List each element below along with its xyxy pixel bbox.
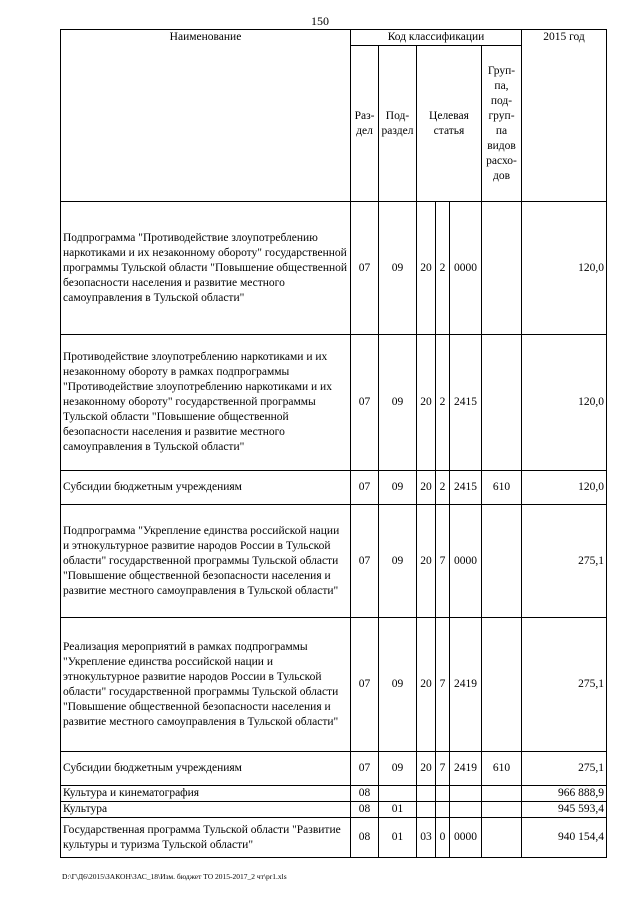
table-row	[61, 802, 607, 818]
row-amount: 966 888,9	[522, 786, 607, 802]
row-podrazdel: 01	[379, 818, 417, 858]
row-expense-type	[482, 202, 522, 335]
row-expense-type	[482, 802, 522, 818]
row-target-program: 20	[417, 618, 436, 752]
row-podrazdel: 09	[379, 471, 417, 505]
row-name: Культура	[61, 802, 351, 818]
row-target-subprogram: 2	[436, 202, 450, 335]
table-row	[61, 618, 607, 752]
header-podrazdel: Под- раздел	[379, 46, 417, 202]
row-razdel: 07	[351, 202, 379, 335]
row-target-subprogram: 2	[436, 471, 450, 505]
row-target-direction: 0000	[450, 818, 482, 858]
table-row	[61, 752, 607, 786]
header-year: 2015 год	[522, 30, 607, 202]
row-razdel: 08	[351, 818, 379, 858]
row-amount: 120,0	[522, 202, 607, 335]
row-target-subprogram: 0	[436, 818, 450, 858]
row-name: Подпрограмма "Противодействие злоупотреблению наркотиками и их незаконному обороту" государственной программы Тульской области "Повышение общественной безопасности населения и развитие местного самоуправления в Тульской области"	[61, 202, 351, 335]
row-target-subprogram	[436, 802, 450, 818]
row-podrazdel: 09	[379, 505, 417, 618]
row-target-direction	[450, 802, 482, 818]
row-name: Субсидии бюджетным учреждениям	[61, 471, 351, 505]
row-name: Реализация мероприятий в рамках подпрограммы "Укрепление единства российской нации и этнокультурное развитие народов России в Тульской области" государственной программы Тульской области "Повышение общественной безопасности населения и развитие местного самоуправления в Тульской области"	[61, 618, 351, 752]
header-razdel: Раз- дел	[351, 46, 379, 202]
row-podrazdel: 09	[379, 752, 417, 786]
row-amount: 275,1	[522, 752, 607, 786]
row-target-program: 20	[417, 335, 436, 471]
row-podrazdel: 09	[379, 335, 417, 471]
row-target-program: 20	[417, 505, 436, 618]
row-name: Субсидии бюджетным учреждениям	[61, 752, 351, 786]
row-target-program: 20	[417, 752, 436, 786]
row-amount: 945 593,4	[522, 802, 607, 818]
header-classification: Код классификации	[351, 30, 522, 46]
row-podrazdel	[379, 786, 417, 802]
row-target-program: 03	[417, 818, 436, 858]
row-podrazdel: 01	[379, 802, 417, 818]
row-razdel: 07	[351, 618, 379, 752]
table-row	[61, 335, 607, 471]
row-amount: 275,1	[522, 505, 607, 618]
row-expense-type: 610	[482, 752, 522, 786]
row-target-program	[417, 786, 436, 802]
table-row	[61, 786, 607, 802]
table-row	[61, 202, 607, 335]
row-target-direction: 2415	[450, 471, 482, 505]
row-razdel: 08	[351, 802, 379, 818]
row-target-subprogram: 7	[436, 618, 450, 752]
header-target-article: Целевая статья	[417, 46, 482, 202]
row-target-direction: 2419	[450, 752, 482, 786]
row-target-direction: 0000	[450, 202, 482, 335]
row-name: Государственная программа Тульской области "Развитие культуры и туризма Тульской области"	[61, 818, 351, 858]
row-expense-type	[482, 618, 522, 752]
row-name: Культура и кинематография	[61, 786, 351, 802]
row-target-program: 20	[417, 471, 436, 505]
row-name: Подпрограмма "Укрепление единства российской нации и этнокультурное развитие народов России в Тульской области" государственной программы Тульской области "Повышение общественной безопасности населения и развитие местного самоуправления в Тульской области"	[61, 505, 351, 618]
row-target-program: 20	[417, 202, 436, 335]
row-expense-type	[482, 505, 522, 618]
header-expense-group: Груп- па, под- груп- па видов расхо- дов	[482, 46, 522, 202]
row-amount: 120,0	[522, 335, 607, 471]
table-row	[61, 505, 607, 618]
row-expense-type	[482, 335, 522, 471]
page-number: 150	[311, 14, 329, 28]
row-expense-type: 610	[482, 471, 522, 505]
row-target-subprogram: 7	[436, 752, 450, 786]
row-target-subprogram	[436, 786, 450, 802]
row-razdel: 07	[351, 752, 379, 786]
row-amount: 275,1	[522, 618, 607, 752]
row-amount: 120,0	[522, 471, 607, 505]
row-target-direction: 2419	[450, 618, 482, 752]
table-row	[61, 818, 607, 858]
row-name: Противодействие злоупотреблению наркотиками и их незаконному обороту в рамках подпрограммы "Противодействие злоупотреблению наркотиками и их незаконному обороту" государственной программы Тульской области "Повышение общественной безопасности населения и развитие местного самоуправления в Тульской области"	[61, 335, 351, 471]
row-expense-type	[482, 818, 522, 858]
row-amount: 940 154,4	[522, 818, 607, 858]
header-name: Наименование	[61, 30, 351, 202]
row-target-program	[417, 802, 436, 818]
row-target-direction: 2415	[450, 335, 482, 471]
file-path-footer: D:\Г\Д6\2015\ЗАКОН\ЗАС_18\Изм. бюджет ТО 2015-2017_2 чт\pr1.xls	[62, 872, 287, 881]
row-razdel: 07	[351, 335, 379, 471]
row-podrazdel: 09	[379, 202, 417, 335]
budget-table	[60, 29, 607, 858]
row-razdel: 08	[351, 786, 379, 802]
row-target-direction	[450, 786, 482, 802]
row-target-subprogram: 7	[436, 505, 450, 618]
row-razdel: 07	[351, 505, 379, 618]
row-razdel: 07	[351, 471, 379, 505]
row-podrazdel: 09	[379, 618, 417, 752]
row-target-direction: 0000	[450, 505, 482, 618]
row-target-subprogram: 2	[436, 335, 450, 471]
table-row	[61, 471, 607, 505]
row-expense-type	[482, 786, 522, 802]
